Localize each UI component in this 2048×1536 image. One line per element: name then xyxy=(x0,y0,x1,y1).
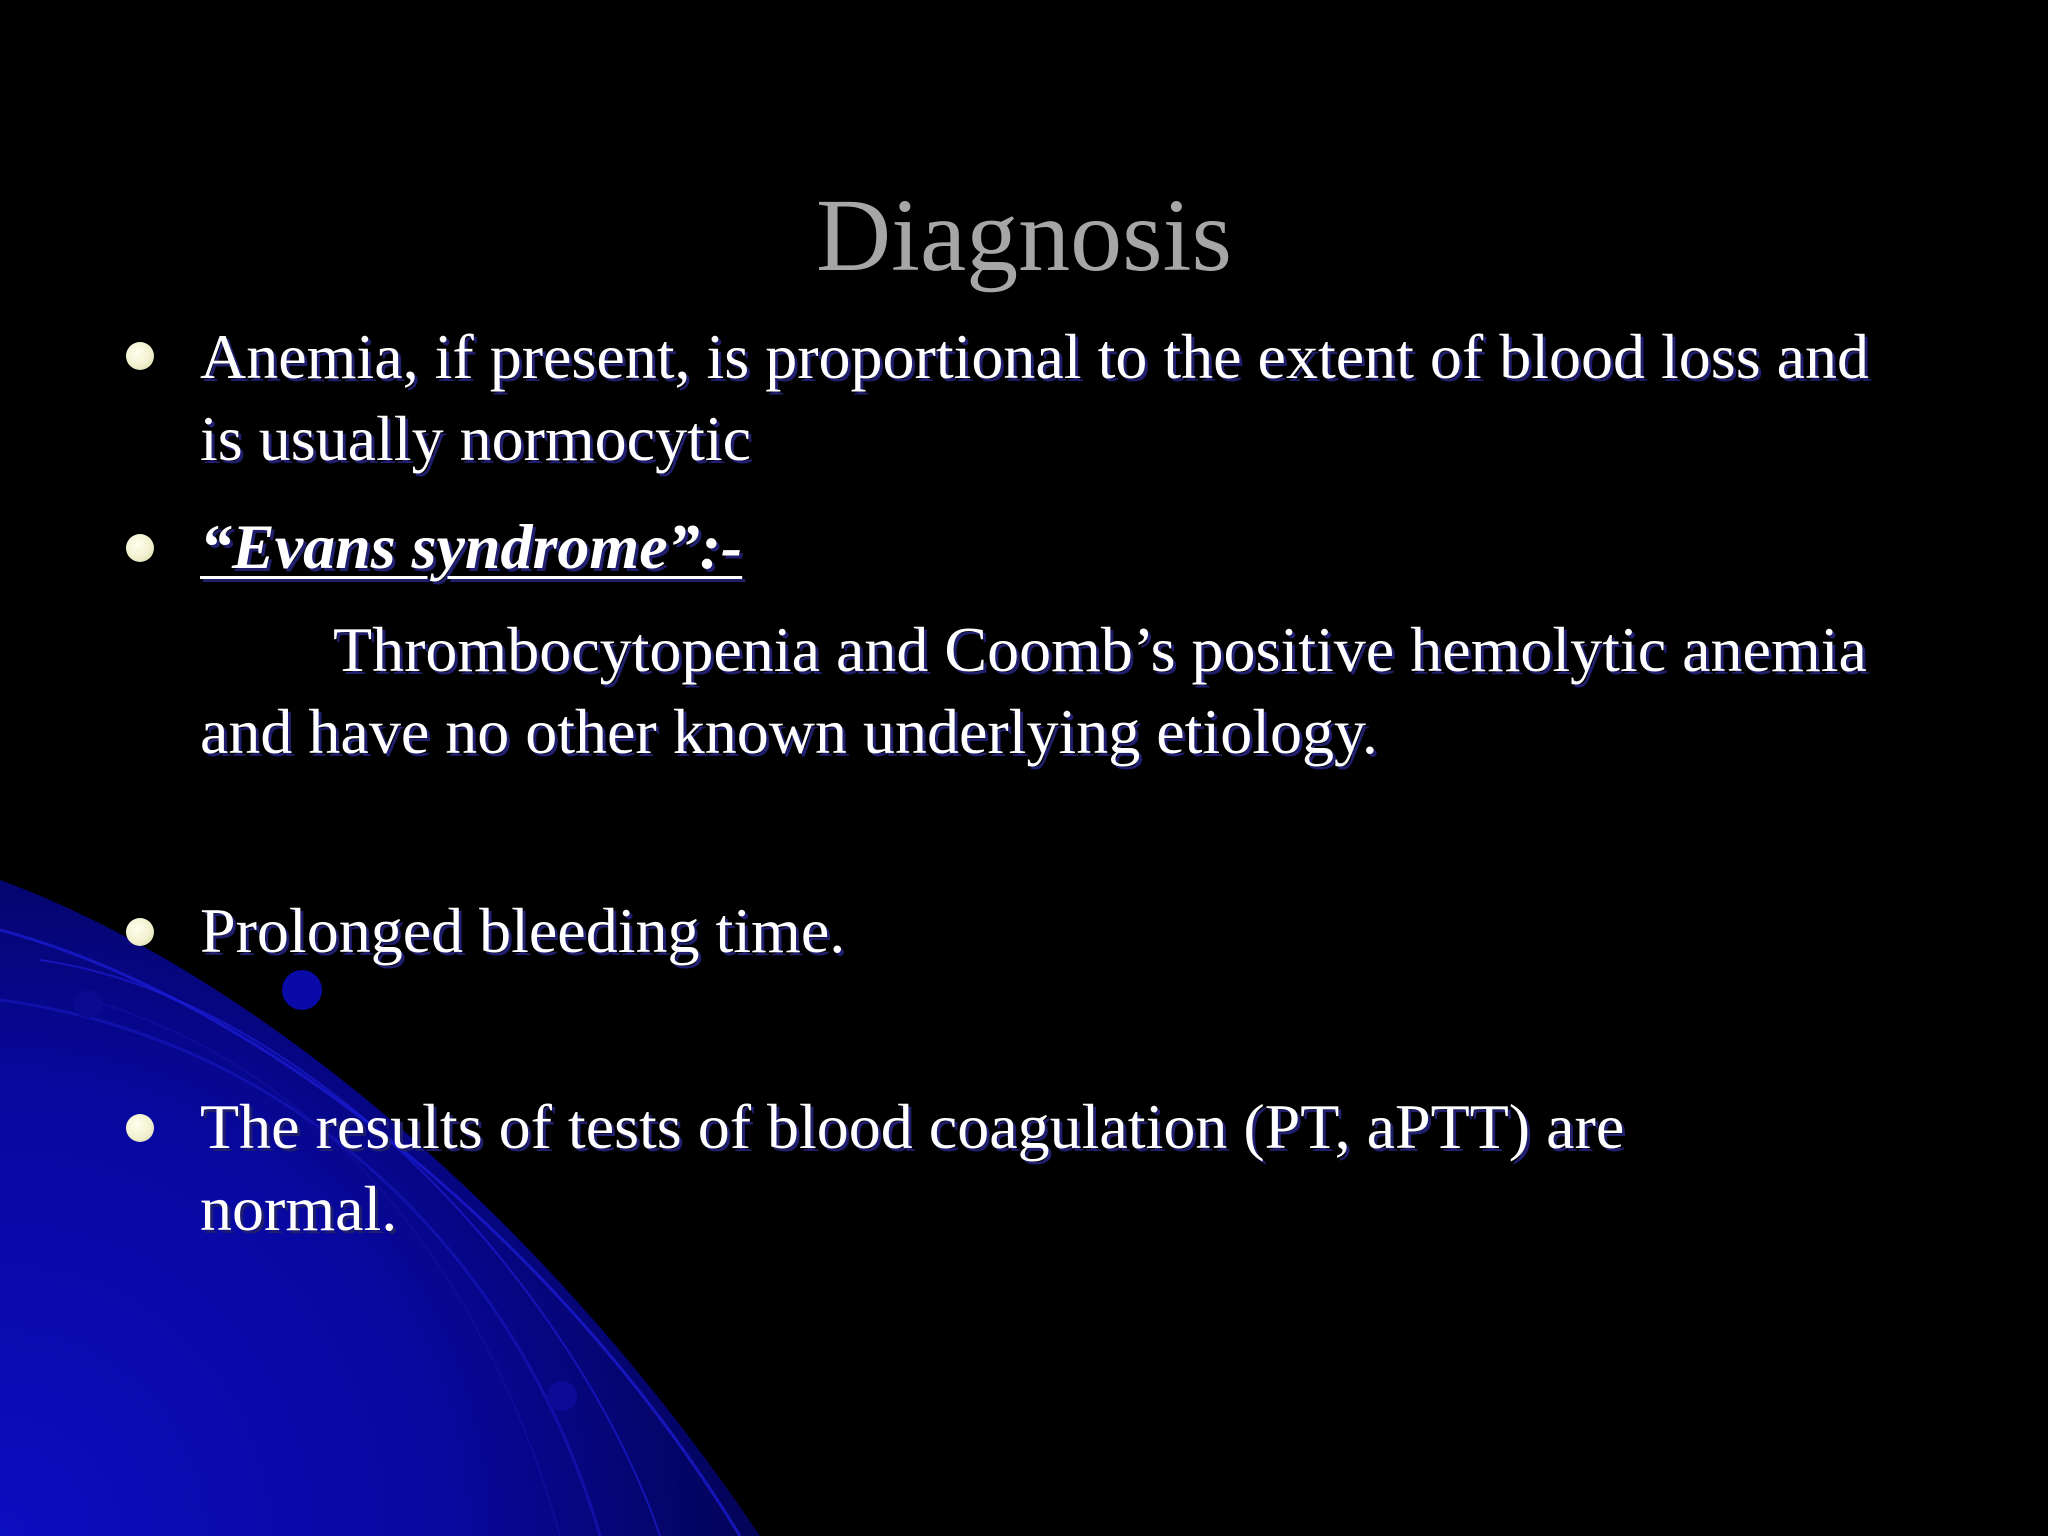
bullet-icon xyxy=(126,534,154,562)
bullet-heading-evans-syndrome: “Evans syndrome”:- xyxy=(200,511,743,582)
bullet-text: The results of tests of blood coagulation (PT, aPTT) are normal. xyxy=(200,1091,1625,1244)
slide-title: Diagnosis xyxy=(816,178,1232,293)
bullet-detail-text: Thrombocytopenia and Coomb’s positive hemolytic anemia and have no other known underlying etiology. xyxy=(200,614,1867,767)
bullet-text: Prolonged bleeding time. xyxy=(200,895,846,966)
bullet-icon xyxy=(126,918,154,946)
bullet-text: Anemia, if present, is proportional to the extent of blood loss and is usually normocytic xyxy=(200,321,1869,474)
bullet-icon xyxy=(126,1114,154,1142)
bullet-icon xyxy=(126,342,154,370)
